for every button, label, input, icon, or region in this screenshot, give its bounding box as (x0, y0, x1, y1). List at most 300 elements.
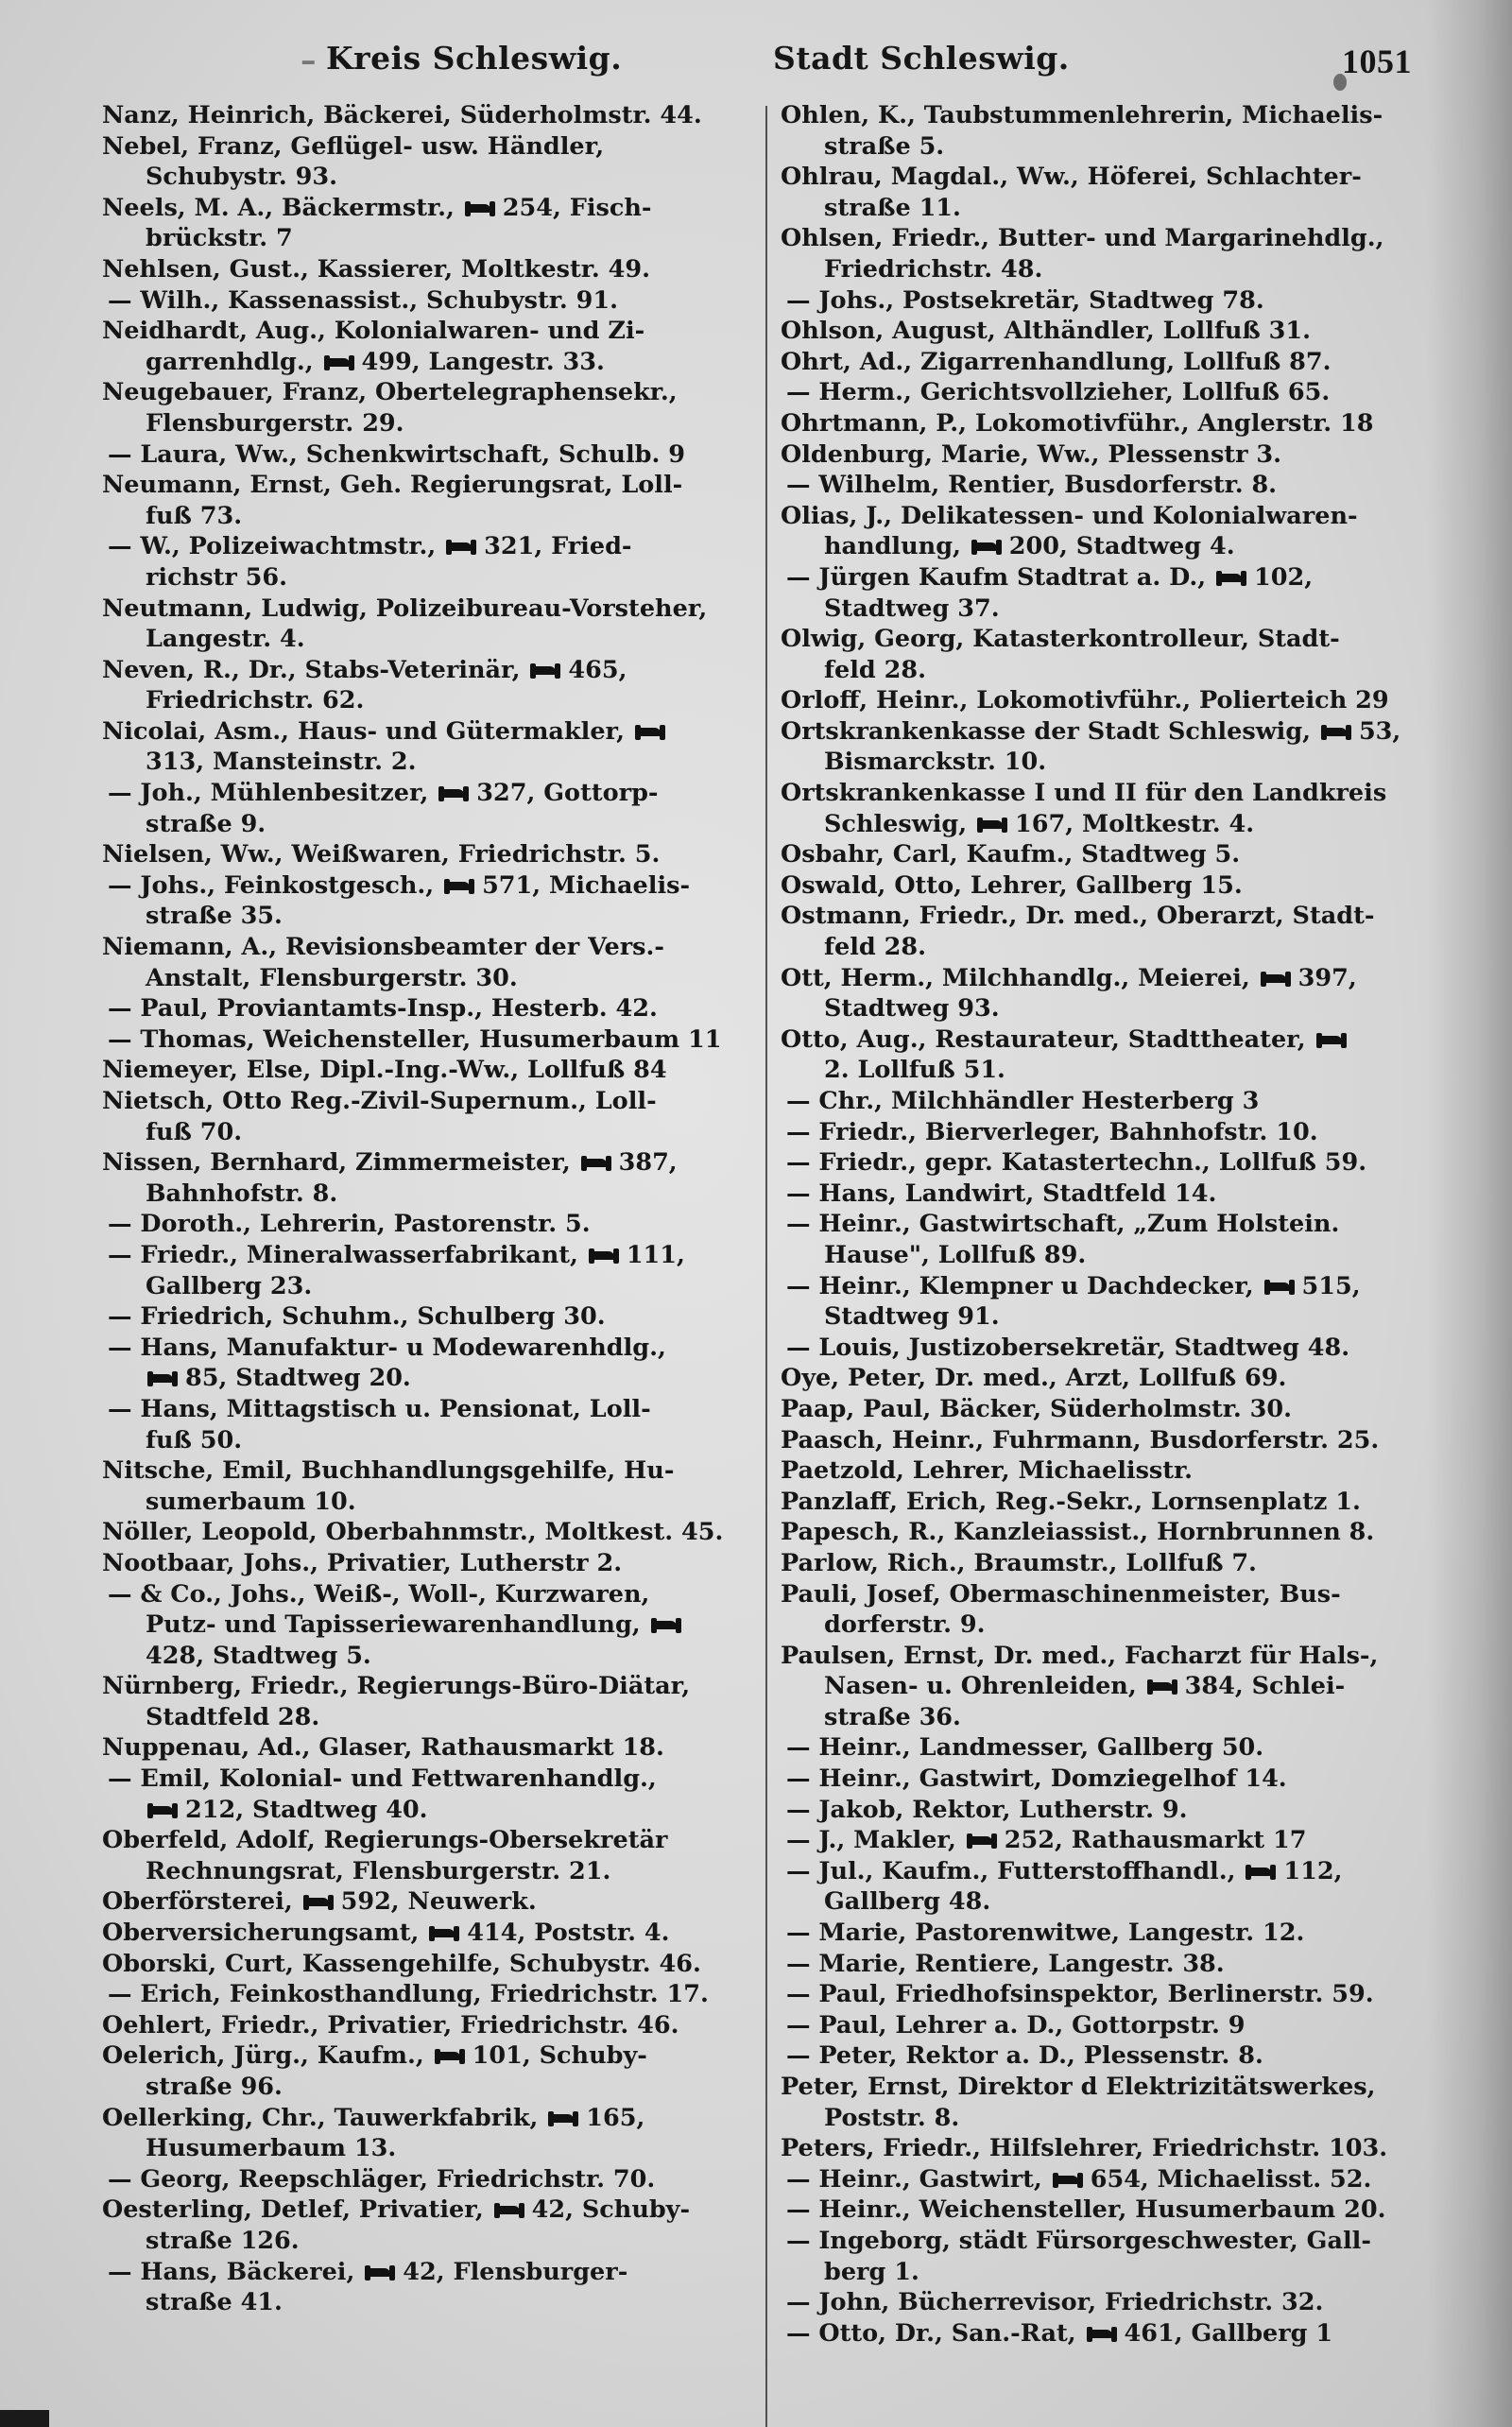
entry-text: Nürnberg, Friedr., Regierungs-Büro-Diätar, (102, 1672, 691, 1701)
entry-text-after-phone: 465, (568, 655, 627, 684)
entry-text: — Peter, Rektor a. D., Plessenstr. 8. (786, 2041, 1263, 2071)
directory-entry (781, 778, 1433, 809)
entry-text: Panzlaff, Erich, Reg.-Sekr., Lornsenplatz 1. (781, 1487, 1361, 1516)
entry-text: Ostmann, Friedr., Dr. med., Oberarzt, Stadt- (781, 902, 1375, 931)
entry-text: Stadtweg 91. (824, 1302, 1000, 1332)
directory-entry (781, 2072, 1433, 2103)
entry-text-after-phone: 254, Fisch- (502, 193, 652, 222)
entry-text: Pauli, Josef, Obermaschinenmeister, Bus- (781, 1579, 1341, 1609)
directory-entry-continuation (781, 1609, 1433, 1641)
telephone-icon (967, 1833, 999, 1849)
entry-text: straße 11. (824, 193, 961, 222)
telephone-icon (1261, 972, 1293, 987)
directory-entry-continuation (781, 1671, 1433, 1702)
directory-entry (781, 1548, 1433, 1579)
entry-text: sumerbaum 10. (146, 1487, 356, 1516)
directory-entry (102, 1579, 764, 1610)
entry-text: Paap, Paul, Bäcker, Süderholmstr. 30. (781, 1394, 1292, 1423)
entry-text: — Otto, Dr., San.-Rat, (786, 2318, 1085, 2348)
entry-text: Olwig, Georg, Katasterkontrolleur, Stadt- (781, 625, 1340, 654)
directory-entry (781, 100, 1433, 131)
directory-entry (102, 1394, 764, 1425)
entry-text: Oberfeld, Adolf, Regierungs-Obersekretär (102, 1826, 668, 1855)
entry-text-after-phone: 499, Langestr. 33. (361, 347, 605, 376)
telephone-icon (365, 2265, 397, 2281)
directory-entry (102, 2010, 764, 2041)
directory-entry (781, 1024, 1433, 1056)
directory-entry (781, 1117, 1433, 1148)
entry-text: Neven, R., Dr., Stabs-Veterinär, (102, 655, 529, 684)
directory-entry-continuation (781, 2257, 1433, 2288)
directory-entry-continuation (102, 1117, 764, 1148)
directory-entry-continuation (781, 655, 1433, 686)
entry-text: Nitsche, Emil, Buchhandlungsgehilfe, Hu- (102, 1456, 675, 1486)
directory-entry (781, 870, 1433, 902)
entry-text: fuß 50. (146, 1425, 243, 1454)
entry-text: Paulsen, Ernst, Dr. med., Facharzt für Hals-, (781, 1641, 1379, 1670)
entry-text: — W., Polizeiwachtmstr., (108, 532, 445, 561)
entry-text-after-phone: 42, Schuby- (531, 2195, 691, 2225)
page-number: 1051 (1342, 43, 1412, 80)
directory-entry-continuation (102, 501, 764, 532)
directory-entry-continuation (102, 1702, 764, 1733)
directory-entry-continuation (102, 562, 764, 594)
directory-entry (781, 2133, 1433, 2164)
directory-entry (102, 2164, 764, 2195)
entry-text: Nissen, Bernhard, Zimmermeister, (102, 1148, 579, 1178)
entry-text: — Hans, Mittagstisch u. Pensionat, Loll- (108, 1394, 651, 1423)
directory-entry (102, 131, 764, 163)
telephone-icon (1216, 571, 1248, 586)
directory-entry (102, 870, 764, 902)
entry-text: brückstr. 7 (146, 224, 293, 253)
telephone-icon (1053, 2173, 1085, 2188)
entry-text-after-phone: 167, Moltkestr. 4. (1014, 809, 1255, 838)
directory-entry (781, 285, 1433, 317)
directory-entry-continuation (102, 685, 764, 716)
entry-text: Stadtweg 93. (824, 994, 1000, 1024)
directory-entry (781, 501, 1433, 532)
directory-entry (781, 901, 1433, 932)
directory-entry (781, 223, 1433, 254)
directory-entry-continuation (102, 1271, 764, 1302)
entry-text: feld 28. (824, 933, 926, 962)
directory-entry (781, 1949, 1433, 1980)
directory-entry (781, 439, 1433, 471)
entry-text: Schubystr. 93. (146, 163, 338, 192)
directory-entry (102, 1301, 764, 1333)
directory-entry-continuation (102, 963, 764, 994)
telephone-icon (435, 2049, 467, 2064)
directory-entry (102, 778, 764, 809)
entry-text: Oswald, Otto, Lehrer, Gallberg 15. (781, 870, 1243, 900)
directory-entry (781, 1086, 1433, 1117)
directory-entry (781, 2195, 1433, 2226)
telephone-icon (446, 540, 478, 555)
entry-text: straße 35. (146, 902, 283, 931)
telephone-icon (1147, 1679, 1179, 1695)
entry-text: 428, Stadtweg 5. (146, 1641, 371, 1670)
directory-entry (781, 2287, 1433, 2318)
directory-entry (102, 531, 764, 562)
directory-entry (781, 562, 1433, 594)
telephone-icon (429, 1926, 461, 1941)
entry-text: Oehlert, Friedr., Privatier, Friedrichstr. 46. (102, 2010, 679, 2040)
entry-text: Oellerking, Chr., Tauwerkfabrik, (102, 2103, 547, 2132)
entry-text: Rechnungsrat, Flensburgerstr. 21. (146, 1856, 611, 1885)
entry-text: Paetzold, Lehrer, Michaelisstr. (781, 1456, 1194, 1486)
entry-text: straße 5. (824, 131, 945, 161)
entry-text: Neutmann, Ludwig, Polizeibureau-Vorsteher, (102, 594, 708, 623)
entry-text: Neumann, Ernst, Geh. Regierungsrat, Loll- (102, 471, 683, 500)
entry-text: Oberförsterei, (102, 1887, 301, 1917)
directory-entry (781, 1825, 1433, 1856)
directory-entry (102, 1548, 764, 1579)
entry-text: — Marie, Pastorenwitwe, Langestr. 12. (786, 1919, 1305, 1948)
entry-text: — Friedr., Mineralwasserfabrikant, (108, 1240, 587, 1269)
directory-entry (102, 1240, 764, 1271)
entry-text: Friedrichstr. 48. (824, 254, 1043, 284)
entry-text: Niemeyer, Else, Dipl.-Ing.-Ww., Lollfuß 84 (102, 1056, 667, 1085)
directory-entry (102, 285, 764, 317)
entry-text: Ohrtmann, P., Lokomotivführ., Anglerstr. 18 (781, 408, 1374, 438)
directory-entry-continuation (781, 131, 1433, 163)
directory-entry (781, 1333, 1433, 1364)
entry-text: 2. Lollfuß 51. (824, 1056, 1005, 1085)
directory-entry (781, 624, 1433, 655)
entry-text: straße 36. (824, 1702, 961, 1731)
entry-text-after-phone: 414, Poststr. 4. (467, 1919, 670, 1948)
directory-entry (102, 1055, 764, 1086)
entry-text-after-phone: 200, Stadtweg 4. (1008, 532, 1235, 561)
entry-text: Anstalt, Flensburgerstr. 30. (146, 963, 518, 992)
directory-entry (102, 2257, 764, 2288)
entry-text: straße 126. (146, 2226, 300, 2255)
directory-entry (781, 1764, 1433, 1795)
directory-entry (781, 1579, 1433, 1610)
directory-entry (102, 1209, 764, 1240)
entry-text: — Georg, Reepschläger, Friedrichstr. 70. (108, 2164, 656, 2194)
directory-entry-continuation (781, 1886, 1433, 1918)
entry-text-after-phone: 53, (1358, 716, 1401, 746)
directory-entry (102, 1517, 764, 1548)
left-column (102, 100, 764, 2318)
directory-entry-continuation (781, 2103, 1433, 2134)
entry-text: — Marie, Rentiere, Langestr. 38. (786, 1949, 1225, 1978)
telephone-icon (1321, 725, 1353, 740)
entry-text: dorferstr. 9. (824, 1610, 986, 1640)
entry-text: Neels, M. A., Bäckermstr., (102, 193, 463, 222)
directory-entry (102, 655, 764, 686)
telephone-icon (147, 1803, 180, 1818)
directory-entry-continuation (102, 624, 764, 655)
entry-text: fuß 70. (146, 1117, 243, 1146)
telephone-icon (444, 879, 476, 894)
page-edge-shadow (1427, 0, 1512, 2427)
entry-text: — Johs., Feinkostgesch., (108, 870, 443, 900)
entry-text: Parlow, Rich., Braumstr., Lollfuß 7. (781, 1548, 1257, 1577)
telephone-icon (1246, 1865, 1278, 1880)
entry-text: — Heinr., Landmesser, Gallberg 50. (786, 1733, 1264, 1763)
telephone-icon (147, 1371, 180, 1386)
entry-text-after-phone: 654, Michaelisst. 52. (1090, 2164, 1372, 2194)
telephone-icon (635, 725, 667, 740)
entry-text: — Heinr., Weichensteller, Husumerbaum 20. (786, 2195, 1386, 2225)
entry-text: Nehlsen, Gust., Kassierer, Moltkestr. 49. (102, 254, 650, 284)
directory-entry (781, 1732, 1433, 1764)
entry-text: Oldenburg, Marie, Ww., Plessenstr 3. (781, 439, 1282, 469)
entry-text: — Johs., Postsekretär, Stadtweg 78. (786, 285, 1264, 315)
entry-text-after-phone: 212, Stadtweg 40. (185, 1795, 428, 1824)
entry-text: — Hans, Bäckerei, (108, 2257, 364, 2286)
entry-text-after-phone: 461, Gallberg 1 (1124, 2318, 1333, 2348)
directory-entry (102, 932, 764, 963)
entry-text: — & Co., Johs., Weiß-, Woll-, Kurzwaren, (108, 1579, 650, 1609)
telephone-icon (977, 818, 1009, 833)
entry-text-after-phone: 327, Gottorp- (476, 779, 659, 808)
directory-entry-continuation (781, 1301, 1433, 1333)
header-right-title: Stadt Schleswig. (773, 40, 1070, 77)
directory-entry (102, 1333, 764, 1364)
entry-text-after-phone: 321, Fried- (484, 532, 632, 561)
entry-text: — Paul, Proviantamts-Insp., Hesterb. 42. (108, 994, 658, 1024)
entry-text: Ohlsen, Friedr., Butter- und Margarinehdlg., (781, 224, 1384, 253)
entry-text-after-phone: 102, (1254, 562, 1314, 592)
entry-text: Neugebauer, Franz, Obertelegraphensekr., (102, 378, 678, 407)
directory-entry (781, 1795, 1433, 1826)
entry-text: Nebel, Franz, Geflügel- usw. Händler, (102, 131, 605, 161)
directory-entry (102, 839, 764, 870)
telephone-icon (651, 1618, 683, 1633)
page-header (0, 38, 1512, 85)
telephone-icon (303, 1895, 335, 1910)
telephone-icon (1264, 1280, 1297, 1295)
header-left-title: Kreis Schleswig. (326, 40, 623, 77)
entry-text: — Hans, Landwirt, Stadtfeld 14. (786, 1179, 1217, 1208)
directory-entry (781, 1455, 1433, 1487)
entry-text-after-phone: 571, Michaelis- (482, 870, 691, 900)
entry-text: Neidhardt, Aug., Kolonialwaren- und Zi- (102, 317, 645, 346)
directory-entry (102, 1455, 764, 1487)
directory-entry (102, 1147, 764, 1179)
entry-text: Nöller, Leopold, Oberbahnmstr., Moltkest. 45. (102, 1518, 724, 1547)
directory-entry (781, 347, 1433, 378)
entry-text: Nootbaar, Johs., Privatier, Lutherstr 2. (102, 1548, 623, 1577)
directory-entry-continuation (781, 1055, 1433, 1086)
directory-entry (781, 2164, 1433, 2195)
directory-entry-continuation (781, 531, 1433, 562)
entry-text: — Hans, Manufaktur- u Modewarenhdlg., (108, 1333, 666, 1362)
entry-text: Peter, Ernst, Direktor d Elektrizitätswerkes, (781, 2073, 1376, 2101)
entry-text: — Friedr., gepr. Katastertechn., Lollfuß 59. (786, 1148, 1367, 1178)
entry-text: Ott, Herm., Milchhandlg., Meierei, (781, 963, 1259, 992)
directory-entry (781, 377, 1433, 408)
directory-entry (102, 1825, 764, 1856)
entry-text: Putz- und Tapisseriewarenhandlung, (146, 1610, 649, 1640)
entry-text: — Laura, Ww., Schenkwirtschaft, Schulb. 9 (108, 439, 685, 469)
entry-text: Ohlen, K., Taubstummenlehrerin, Michaelis- (781, 101, 1383, 129)
directory-entry-continuation (102, 1609, 764, 1641)
entry-text-after-phone: 384, Schlei- (1184, 1672, 1346, 1701)
entry-text: fuß 73. (146, 501, 243, 530)
entry-text: Ohrt, Ad., Zigarrenhandlung, Lollfuß 87. (781, 347, 1332, 376)
directory-entry (781, 1856, 1433, 1887)
directory-entry-continuation (102, 162, 764, 193)
directory-entry (102, 100, 764, 131)
directory-entry (102, 1732, 764, 1764)
directory-entry (102, 1671, 764, 1702)
directory-entry (781, 2318, 1433, 2350)
directory-entry (781, 1487, 1433, 1518)
directory-entry-continuation (102, 1363, 764, 1394)
directory-entry (781, 1641, 1433, 1672)
directory-entry-continuation (781, 1240, 1433, 1271)
directory-entry (781, 162, 1433, 193)
directory-entry-continuation (102, 1179, 764, 1210)
entry-text: Oborski, Curt, Kassengehilfe, Schubystr. 46. (102, 1949, 701, 1978)
entry-text: Stadtfeld 28. (146, 1702, 320, 1731)
entry-text: Paasch, Heinr., Fuhrmann, Busdorferstr. 25. (781, 1425, 1380, 1454)
entry-text: berg 1. (824, 2257, 919, 2286)
entry-text: Oesterling, Detlef, Privatier, (102, 2195, 492, 2225)
directory-entry-continuation (102, 2072, 764, 2103)
entry-text: — Friedrich, Schuhm., Schulberg 30. (108, 1302, 606, 1332)
entry-text-after-phone: 387, (618, 1148, 678, 1178)
entry-text-after-phone: 42, Flensburger- (403, 2257, 628, 2286)
entry-text: handlung, (824, 532, 970, 561)
right-column (781, 100, 1433, 2349)
entry-text: Friedrichstr. 62. (146, 686, 365, 715)
entry-text: — Heinr., Gastwirt, Domziegelhof 14. (786, 1764, 1287, 1794)
entry-text: Nietsch, Otto Reg.-Zivil-Supernum., Loll- (102, 1087, 657, 1115)
directory-entry (781, 1425, 1433, 1456)
directory-entry (102, 1024, 764, 1056)
entry-text: — Ingeborg, städt Fürsorgeschwester, Gall- (786, 2226, 1371, 2255)
entry-text: Schleswig, (824, 809, 975, 838)
directory-entry (781, 1179, 1433, 1210)
directory-entry-continuation (102, 408, 764, 439)
directory-entry (781, 2226, 1433, 2257)
entry-text: Husumerbaum 13. (146, 2134, 397, 2163)
directory-entry-continuation (781, 254, 1433, 285)
entry-text-after-phone: 592, Neuwerk. (340, 1887, 537, 1917)
directory-entry-continuation (102, 1425, 764, 1456)
directory-entry (102, 1918, 764, 1949)
entry-text: Bismarckstr. 10. (824, 748, 1047, 777)
directory-entry (102, 1949, 764, 1980)
directory-entry-continuation (102, 1641, 764, 1672)
directory-entry-continuation (102, 347, 764, 378)
entry-text: — Paul, Friedhofsinspektor, Berlinerstr. 59. (786, 1980, 1374, 2009)
entry-text: Nanz, Heinrich, Bäckerei, Süderholmstr. 44. (102, 101, 702, 129)
entry-text: — Heinr., Klempner u Dachdecker, (786, 1271, 1263, 1300)
directory-entry (781, 716, 1433, 748)
directory-entry (781, 685, 1433, 716)
entry-text: feld 28. (824, 655, 926, 684)
entry-text: Gallberg 48. (824, 1887, 991, 1917)
entry-text-after-phone: 111, (626, 1240, 685, 1269)
directory-entry (102, 2103, 764, 2134)
entry-text: Otto, Aug., Restaurateur, Stadttheater, (781, 1024, 1314, 1054)
directory-entry (781, 1271, 1433, 1302)
entry-text-after-phone: 112, (1283, 1856, 1343, 1885)
entry-text: richstr 56. (146, 562, 287, 592)
directory-entry (781, 1394, 1433, 1425)
directory-entry-continuation (781, 1702, 1433, 1733)
entry-text: — Jakob, Rektor, Lutherstr. 9. (786, 1795, 1188, 1824)
directory-entry-continuation (102, 2133, 764, 2164)
directory-entry (781, 1918, 1433, 1949)
entry-text: Gallberg 23. (146, 1271, 313, 1300)
directory-entry-continuation (102, 2287, 764, 2318)
directory-entry (102, 1764, 764, 1795)
entry-text: straße 9. (146, 809, 266, 838)
entry-text: Oye, Peter, Dr. med., Arzt, Lollfuß 69. (781, 1364, 1287, 1393)
directory-entry-continuation (781, 932, 1433, 963)
directory-entry (102, 2195, 764, 2226)
directory-entry-continuation (102, 223, 764, 254)
entry-text: Langestr. 4. (146, 625, 305, 654)
entry-text: Poststr. 8. (824, 2103, 960, 2132)
telephone-icon (1316, 1033, 1349, 1048)
telephone-icon (530, 663, 562, 679)
column-divider (765, 106, 767, 2427)
entry-text: Nicolai, Asm., Haus- und Gütermakler, (102, 716, 633, 746)
directory-entry (102, 316, 764, 347)
directory-entry (781, 2010, 1433, 2041)
directory-entry-continuation (102, 809, 764, 840)
entry-text: Nuppenau, Ad., Glaser, Rathausmarkt 18. (102, 1733, 664, 1763)
entry-text: Ortskrankenkasse I und II für den Landkreis (781, 779, 1387, 808)
directory-entry-continuation (102, 1856, 764, 1887)
directory-entry (781, 1363, 1433, 1394)
entry-text: — Wilhelm, Rentier, Busdorferstr. 8. (786, 471, 1278, 500)
directory-entry (102, 377, 764, 408)
directory-entry (781, 470, 1433, 501)
directory-entry-continuation (102, 901, 764, 932)
entry-text-after-phone: 165, (586, 2103, 645, 2132)
entry-text: — Jul., Kaufm., Futterstoffhandl., (786, 1856, 1245, 1885)
entry-text-after-phone: 515, (1301, 1271, 1361, 1300)
directory-entry (102, 439, 764, 471)
entry-text-after-phone: 101, Schuby- (472, 2041, 647, 2071)
entry-text: Ohlrau, Magdal., Ww., Höferei, Schlachter- (781, 163, 1362, 192)
telephone-icon (494, 2203, 526, 2218)
entry-text: — Paul, Lehrer a. D., Gottorpstr. 9 (786, 2010, 1246, 2040)
page-corner (0, 2410, 49, 2427)
directory-entry-continuation (781, 809, 1433, 840)
entry-text: — Herm., Gerichtsvollzieher, Lollfuß 65. (786, 378, 1331, 407)
directory-entry (102, 716, 764, 748)
entry-text: — Thomas, Weichensteller, Husumerbaum 11 (108, 1024, 722, 1054)
directory-entry (781, 2040, 1433, 2072)
entry-text: Oelerich, Jürg., Kaufm., (102, 2041, 433, 2071)
directory-entry (102, 1886, 764, 1918)
entry-text: Orloff, Heinr., Lokomotivführ., Polierteich 29 (781, 686, 1389, 715)
entry-text: Hause", Lollfuß 89. (824, 1240, 1087, 1269)
entry-text-after-phone: 85, Stadtweg 20. (185, 1364, 411, 1393)
entry-text: Bahnhofstr. 8. (146, 1179, 338, 1208)
telephone-icon (438, 786, 471, 801)
directory-entry (102, 470, 764, 501)
telephone-icon (971, 540, 1004, 555)
telephone-icon (1087, 2327, 1119, 2342)
entry-text: — Wilh., Kassenassist., Schubystr. 91. (108, 285, 618, 315)
directory-entry (102, 2040, 764, 2072)
directory-entry-continuation (102, 2226, 764, 2257)
directory-entry (102, 1086, 764, 1117)
entry-text: garrenhdlg., (146, 347, 322, 376)
